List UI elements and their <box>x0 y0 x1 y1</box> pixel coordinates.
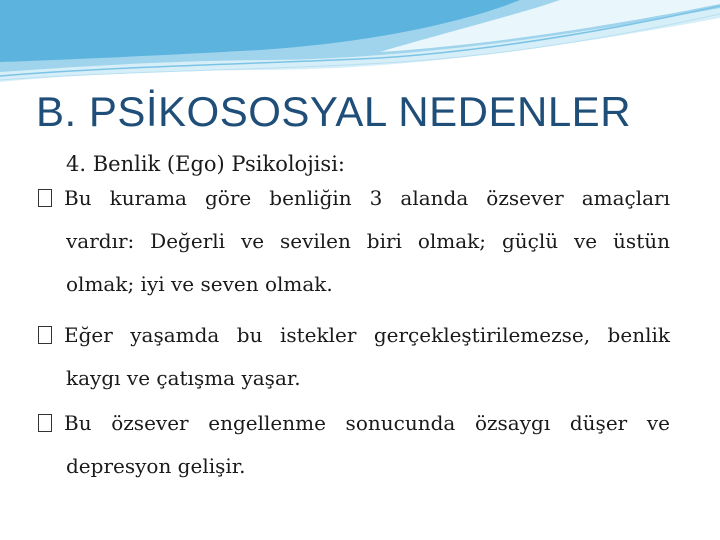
header-wave-decoration <box>0 0 720 90</box>
slide-title: B. PSİKOSOSYAL NEDENLER <box>36 88 632 135</box>
bullet-box-icon <box>38 314 64 357</box>
bullet-line: olmak; iyi ve seven olmak. <box>66 272 333 296</box>
bullet-line: depresyon gelişir. <box>66 454 246 478</box>
bullet-line: Eğer yaşamda bu istekler gerçekleştirilemezse, benlik <box>38 314 670 357</box>
bullet-line: Bu kurama göre benliğin 3 alanda özsever amaçları <box>38 177 670 220</box>
bullet-paragraph-3 <box>38 402 670 488</box>
bullet-paragraph-1 <box>38 177 670 306</box>
bullet-line: vardır: Değerli ve sevilen biri olmak; güçlü ve üstün <box>66 229 670 253</box>
slide-subtitle: 4. Benlik (Ego) Psikolojisi: <box>66 152 345 176</box>
bullet-box-icon <box>38 177 64 220</box>
bullet-line: kaygı ve çatışma yaşar. <box>66 366 301 390</box>
bullet-box-icon <box>38 402 64 445</box>
bullet-line: Bu özsever engellenme sonucunda özsaygı düşer ve <box>38 402 670 445</box>
bullet-paragraph-2 <box>38 314 670 400</box>
